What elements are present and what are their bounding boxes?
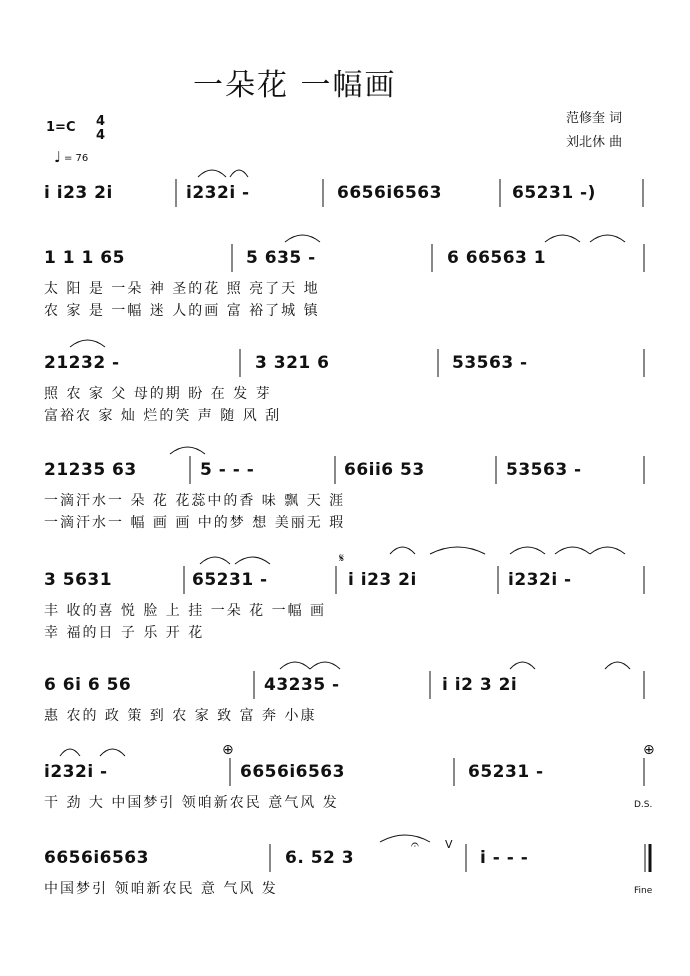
lyric-line: 惠 农的 政 策 到 农 家 致 富 奔 小康 [44, 708, 317, 724]
key-signature: 1=C [46, 120, 76, 135]
measure-notes: i i2 3 2i [442, 675, 518, 695]
lyricist-credit: 范修奎 词 [566, 111, 623, 126]
slur [590, 235, 625, 242]
lyric-line: 照 农 家 父 母的期 盼 在 发 芽 [44, 386, 272, 402]
tempo-note-icon: ♩ [54, 148, 62, 166]
slur [280, 662, 310, 669]
page-title: 一朵花 一幅画 [193, 68, 397, 103]
measure-notes: 5 - - - [200, 460, 255, 480]
measure-notes: 65231 - [468, 762, 544, 782]
measure-notes: 21235 63 [44, 460, 137, 480]
slur [390, 547, 415, 554]
measure-notes: 65231 -) [512, 183, 596, 203]
slur [510, 547, 545, 554]
measure-notes: 1 1 1 65 [44, 248, 125, 268]
slur [230, 170, 248, 177]
slur [555, 547, 590, 554]
slur [545, 235, 580, 242]
measure-notes: i i23 2i [348, 570, 417, 590]
measure-notes: 66ii6 53 [344, 460, 425, 480]
coda-icon: ⊕ [222, 742, 234, 758]
lyric-line: 一滴汗水一 幅 画 画 中的梦 想 美丽无 瑕 [44, 515, 346, 531]
slur [285, 235, 320, 242]
fermata-icon: 𝄐 [411, 837, 419, 853]
coda-icon: ⊕ [643, 742, 655, 758]
slur [200, 557, 230, 564]
slur [380, 835, 430, 842]
lyric-line: 幸 福的日 子 乐 开 花 [44, 625, 205, 641]
measure-notes: i232i - [186, 183, 250, 203]
lyric-line: 太 阳 是 一朵 神 圣的花 照 亮了天 地 [44, 281, 320, 297]
breath-mark-icon: V [445, 838, 453, 851]
measure-notes: 6. 52 3 [285, 848, 355, 868]
measure-notes: 21232 - [44, 353, 120, 373]
slur [198, 170, 226, 177]
measure-notes: i232i - [508, 570, 572, 590]
measure-notes: 53563 - [506, 460, 582, 480]
tempo-marking: = 76 [64, 153, 89, 164]
slur [310, 662, 340, 669]
slur [590, 547, 625, 554]
measure-notes: i i23 2i [44, 183, 113, 203]
lyric-line: 中国梦引 领咱新农民 意 气风 发 [44, 881, 278, 897]
measure-notes: 6656i6563 [44, 848, 149, 868]
slur [100, 749, 125, 756]
lyric-line: 农 家 是 一幅 迷 人的画 富 裕了城 镇 [44, 303, 320, 319]
measure-notes: 5 635 - [246, 248, 316, 268]
lyric-line: 富裕农 家 灿 烂的笑 声 随 风 刮 [44, 408, 282, 424]
measure-notes: 6656i6563 [337, 183, 442, 203]
measure-notes: 6656i6563 [240, 762, 345, 782]
slur [170, 447, 205, 454]
slur [510, 662, 535, 669]
slur [605, 662, 630, 669]
slur [70, 340, 105, 347]
time-signature-top: 4 [96, 114, 106, 129]
slur [235, 557, 270, 564]
measure-notes: i232i - [44, 762, 108, 782]
lyric-line: 丰 收的喜 悦 脸 上 挂 一朵 花 一幅 画 [44, 603, 327, 619]
measure-notes: 65231 - [192, 570, 268, 590]
measure-notes: 3 321 6 [255, 353, 330, 373]
measure-notes: 6 66563 1 [447, 248, 547, 268]
time-signature-bottom: 4 [96, 128, 106, 143]
measure-notes: 53563 - [452, 353, 528, 373]
slur [430, 547, 485, 554]
segno-icon: 𝄋 [339, 551, 345, 565]
measure-notes: 43235 - [264, 675, 340, 695]
slur [60, 749, 80, 756]
end-marking: Fine [634, 886, 653, 896]
composer-credit: 刘北休 曲 [566, 135, 623, 150]
end-marking: D.S. [634, 800, 653, 810]
measure-notes: 3 5631 [44, 570, 113, 590]
measure-notes: 6 6i 6 56 [44, 675, 132, 695]
lyric-line: 干 劲 大 中国梦引 领咱新农民 意气风 发 [44, 795, 339, 811]
lyric-line: 一滴汗水一 朵 花 花蕊中的香 味 飘 天 涯 [44, 493, 346, 509]
measure-notes: i - - - [480, 848, 529, 868]
